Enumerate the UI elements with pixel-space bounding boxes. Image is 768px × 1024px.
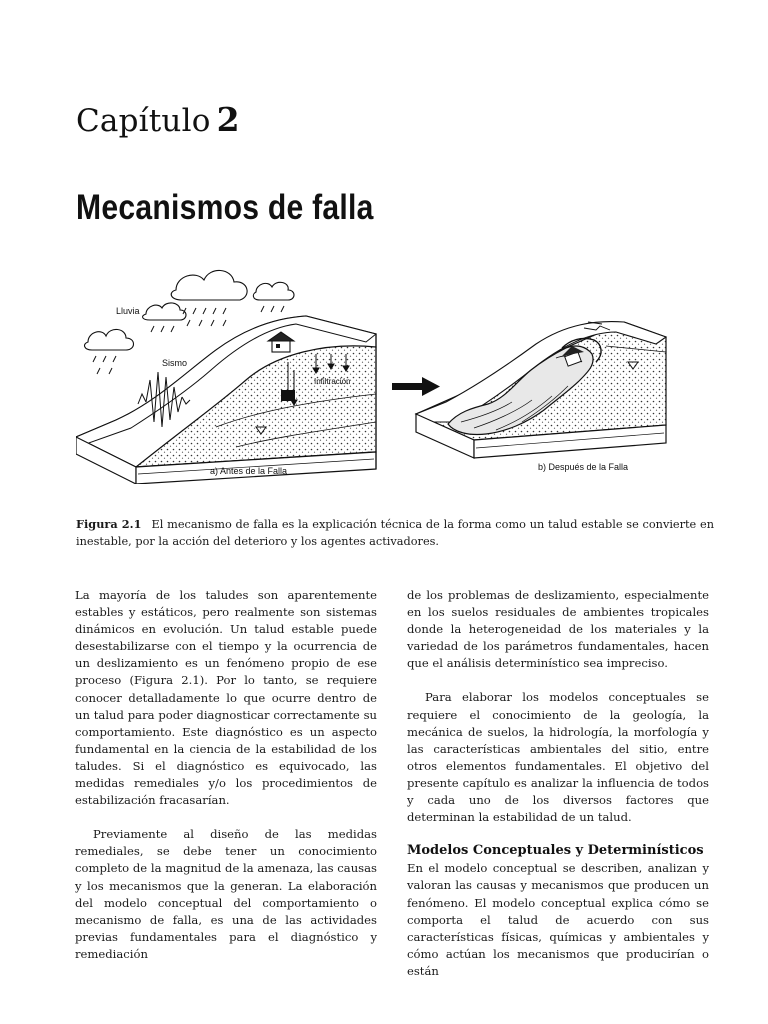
caption-text: El mecanismo de falla es la explicación técnica de la forma como un talud estable se convierte en inestable, por la acción del deterioro y los agentes activadores.: [76, 518, 714, 548]
paragraph: La mayoría de los taludes son aparentemente estables y estáticos, pero realmente son sistemas dinámicos en evolución. Un talud estable puede desestabilizarse con el tiempo y la ocurrencia de un deslizamiento es un fenómeno propio de ese proceso (Figura 2.1). Por lo tanto, se requiere conocer detalladamente lo que ocurre dentro de un talud para poder diagnosticar correctamente su comportamiento. Este diagnóstico es un aspecto fundamental en la ciencia de la estabilidad de los taludes. Si el diagnóstico es equivocado, las medidas remediales y/o los procedimientos de estabilización fracasarían.: [75, 588, 377, 808]
transition-arrow-icon: [392, 377, 440, 396]
paragraph: Previamente al diseño de las medidas remediales, se debe tener un conocimiento completo de la magnitud de la amenaza, las causas y los mecanismos que la generan. La elaboración del modelo conceptual del comportamiento o mecanismo de falla, es una de las actividades previas fundamentales para el diagnóstico y remediación: [75, 827, 377, 961]
rain-label: Lluvia: [116, 306, 140, 316]
figure-caption: [76, 516, 714, 550]
after-label: b) Después de la Falla: [538, 462, 629, 472]
left-column: [75, 587, 377, 963]
paragraph: de los problemas de deslizamiento, especialmente en los suelos residuales de ambientes tropicales donde la heterogeneidad de los materiales y la variedad de los parámetros fundamentales, hacen que el análisis determinístico sea impreciso.: [407, 588, 709, 671]
paragraph: Para elaborar los modelos conceptuales se requiere el conocimiento de la geología, la mecánica de suelos, la hidrología, la morfología y las características ambientales del sitio, entre otros elementos fundamentales. El objetivo del presente capítulo es analizar la influencia de todos y cada uno de los diversos factores que determinan la estabilidad de un talud.: [407, 690, 709, 825]
section-heading: Modelos Conceptuales y Determinísticos: [407, 843, 704, 859]
right-column: [407, 587, 709, 980]
chapter-label: [76, 100, 240, 139]
figure-landslide-mechanism: [76, 262, 696, 484]
infiltration-label: Infiltración: [314, 377, 351, 386]
block-before-failure: [76, 270, 376, 484]
earthquake-label: Sismo: [162, 358, 188, 368]
chapter-title: Mecanismos de falla: [76, 188, 374, 227]
chapter-number: 2: [216, 100, 240, 139]
landslide-illustration: [76, 262, 696, 484]
paragraph: En el modelo conceptual se describen, analizan y valoran las causas y mecanismos que producen un fenómeno. El modelo conceptual explica cómo se comporta el talud de acuerdo con sus características físicas, químicas y ambientales y cómo actúan los mecanismos que producirían o están: [407, 861, 709, 978]
block-after-failure: [416, 322, 666, 472]
chapter-word: Capítulo: [76, 103, 211, 139]
before-label: a) Antes de la Falla: [210, 466, 288, 476]
caption-label: Figura 2.1: [76, 517, 142, 531]
